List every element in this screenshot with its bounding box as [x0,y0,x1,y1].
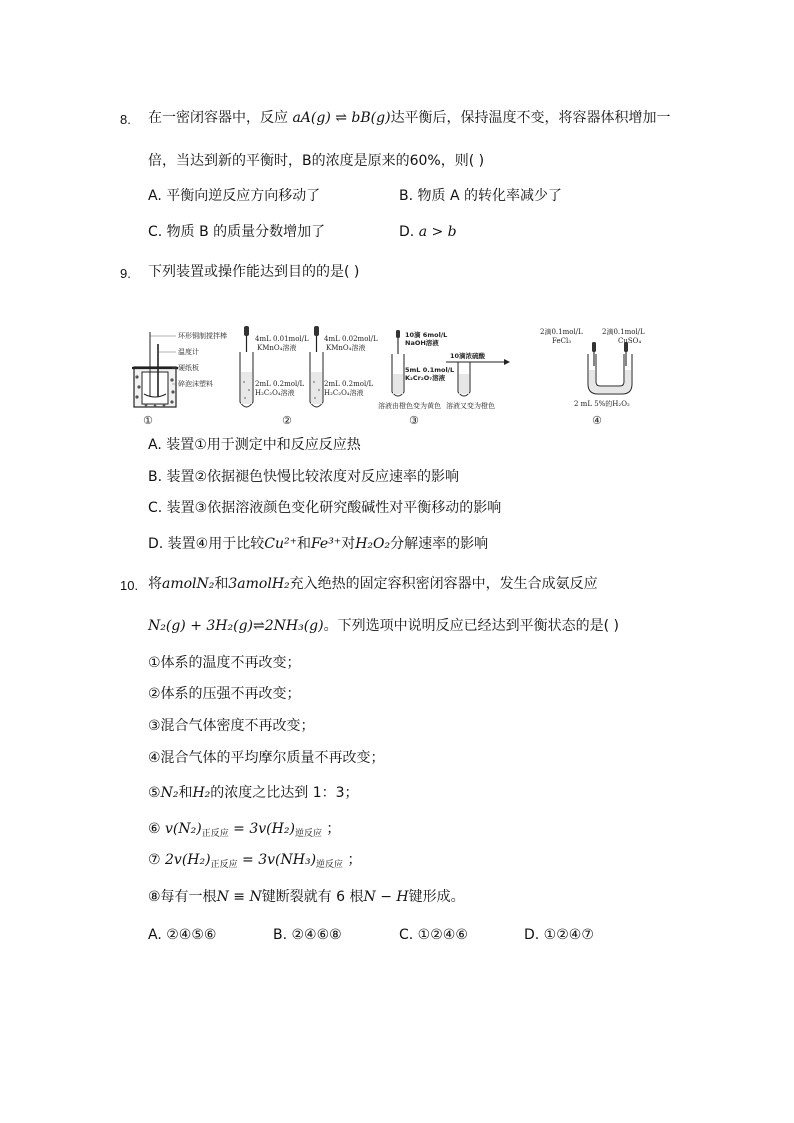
q8-option-d-formula: a > b [418,224,457,240]
q10-option-c[interactable]: C. ①②④⑥ [399,927,468,943]
q10-item-6-num: ⑥ [148,821,166,837]
q8-number: 8. [120,112,131,127]
caption-4: ④ [592,414,602,427]
q10-stem-question: 。下列选项中说明反应已经达到平衡状态的是( ) [323,618,619,634]
label-h2o2: 2 mL 5%的H₂O₂ [574,400,630,408]
label-kmno4-right-2: KMnO₄溶液 [326,344,366,352]
q9-option-d-and: 和 [296,536,311,552]
q9-option-b[interactable]: B. 装置②依据褪色快慢比较浓度对反应速率的影响 [148,469,460,485]
q10-item-8-text: ⑧每有一根 [148,889,217,905]
label-h2c2o4-right-1: 2mL 0.2mol/L [324,380,374,388]
q10-item-5-rest: 的浓度之比达到 1：3； [210,785,359,801]
q9-option-d-text: D. 装置④用于比较 [148,536,265,552]
apparatus-2 [240,326,378,427]
label-kmno4-left-1: 4mL 0.01mol/L [255,335,309,343]
caption-1: ① [143,414,153,427]
q8-stem-line1 [148,109,671,127]
q10-item-7 [148,851,362,874]
label-fecl3-2: FeCl₃ [552,337,572,345]
apparatus-3 [378,330,510,427]
q10-item-5-h2: H₂ [192,785,211,801]
label-naoh-1: 10滴 6mol/L [405,331,448,339]
q9-option-c[interactable]: C. 装置③依据溶液颜色变化研究酸碱性对平衡移动的影响 [148,500,502,516]
q10-item-7-sub-forward: 正反应 [210,860,238,870]
label-cardboard: 硬纸板 [178,364,199,372]
q10-item-6-sub-reverse: 逆反应 [294,829,322,839]
q8-stem-text-2: 达平衡后，保持温度不变，将容器体积增加一 [390,110,671,126]
q10-stem-rest: 充入绝热的固定容积密闭容器中，发生合成氨反应 [289,576,598,592]
label-stirrer: 环形铜制搅拌棒 [178,332,227,340]
q9-number: 9. [120,266,131,281]
q10-item-6-end: ； [321,821,341,837]
q10-item-5-n2: N₂ [160,785,179,801]
q10-item-8-nh-bond: N − H [363,889,409,905]
apparatus-1 [132,331,227,427]
label-h2c2o4-right-2: H₂C₂O₄溶液 [324,389,364,397]
q10-option-d[interactable]: D. ①②④⑦ [524,927,594,943]
q9-option-d-h2o2: H₂O₂ [355,536,391,552]
q9-option-d-on: 对 [341,536,356,552]
q10-item-7-end: ； [343,852,362,868]
q10-item-6-rhs: = 3v(H₂) [228,821,295,837]
q8-option-a[interactable]: A. 平衡向逆反应方向移动了 [148,188,321,204]
label-cuso4-2: CuSO₄ [618,337,642,345]
q10-stem-n2: amolN₂ [162,576,215,592]
q9-option-d-end: 分解速率的影响 [390,536,489,552]
q10-item-8-mid: 键断裂就有 6 根 [261,889,364,905]
q10-stem-text: 将 [148,576,162,592]
q10-item-5-and: 和 [178,785,193,801]
q8-option-c[interactable]: C. 物质 B 的质量分数增加了 [148,224,326,240]
q10-item-8-end: 键形成。 [408,889,465,905]
q10-stem-line2 [148,617,619,635]
q10-item-7-rhs: = 3v(NH₃) [237,852,317,868]
q10-item-7-lhs: 2v(H₂) [165,852,211,868]
label-k2cr2o7-2: K₂Cr₂O₇溶液 [405,374,446,382]
label-h2c2o4-left-2: H₂C₂O₄溶液 [255,389,295,397]
q8-stem-text: 在一密闭容器中，反应 [148,110,293,126]
caption-3: ③ [409,414,419,427]
label-thermometer: 温度计 [178,348,199,356]
label-h2c2o4-left-1: 2mL 0.2mol/L [255,380,305,388]
q10-number: 10. [120,578,139,593]
label-fecl3-1: 2滴0.1mol/L [540,328,583,336]
label-cuso4-1: 2滴0.1mol/L [602,328,645,336]
q8-option-d-label: D. [399,224,419,240]
q9-option-a[interactable]: A. 装置①用于测定中和反应反应热 [148,437,361,453]
q10-item-6-lhs: v(N₂) [165,821,202,837]
q10-item-5-num: ⑤ [148,785,161,801]
q10-item-4: ④混合气体的平均摩尔质量不再改变； [148,750,385,766]
q10-item-2: ②体系的压强不再改变； [148,686,301,702]
label-conc-h2so4: 10滴浓硫酸 [450,352,486,360]
q9-stem: 下列装置或操作能达到目的的是( ) [148,264,360,280]
q10-stem-and: 和 [214,576,229,592]
caption-2: ② [282,414,292,427]
q10-item-5 [148,784,359,802]
label-kmno4-right-1: 4mL 0.02mol/L [324,335,378,343]
label-orange-to-yellow: 溶液由橙色变为黄色 [378,402,441,410]
label-back-to-orange: 溶液又变为橙色 [446,402,495,410]
q8-reaction-formula: aA(g) ⇌ bB(g) [292,110,391,126]
q9-option-d-ion-fe: Fe³⁺ [310,536,342,552]
q10-option-b[interactable]: B. ②④⑥⑧ [273,927,342,943]
q9-option-d-ion-cu: Cu²⁺ [264,536,297,552]
q10-item-8 [148,888,465,906]
q10-item-1: ①体系的温度不再改变； [148,655,301,671]
q10-reaction-formula: N₂(g) + 3H₂(g)⇌2NH₃(g) [148,618,324,634]
q10-item-6 [148,820,340,843]
q10-item-7-num: ⑦ [148,852,166,868]
q9-option-d[interactable] [148,535,488,553]
q10-item-8-triple-bond: N ≡ N [216,889,262,905]
q8-option-b[interactable]: B. 物质 A 的转化率减少了 [399,188,562,204]
q9-apparatus-figure [128,322,678,432]
q10-stem-h2: 3amolH₂ [228,576,290,592]
q10-item-3: ③混合气体密度不再改变； [148,718,315,734]
q8-option-d[interactable] [399,223,457,241]
label-k2cr2o7-1: 5mL 0.1mol/L [405,366,455,374]
apparatus-4 [540,327,645,427]
q10-item-7-sub-reverse: 逆反应 [316,860,344,870]
q10-item-6-sub-forward: 正反应 [201,829,229,839]
q10-option-a[interactable]: A. ②④⑤⑥ [148,927,217,943]
q10-stem-line1 [148,575,598,593]
label-naoh-2: NaOH溶液 [405,339,439,347]
q8-stem-line2: 倍，当达到新的平衡时，B的浓度是原来的60%，则( ) [148,153,485,169]
label-foam: 碎泡沫塑料 [178,380,213,388]
label-kmno4-left-2: KMnO₄溶液 [257,344,297,352]
